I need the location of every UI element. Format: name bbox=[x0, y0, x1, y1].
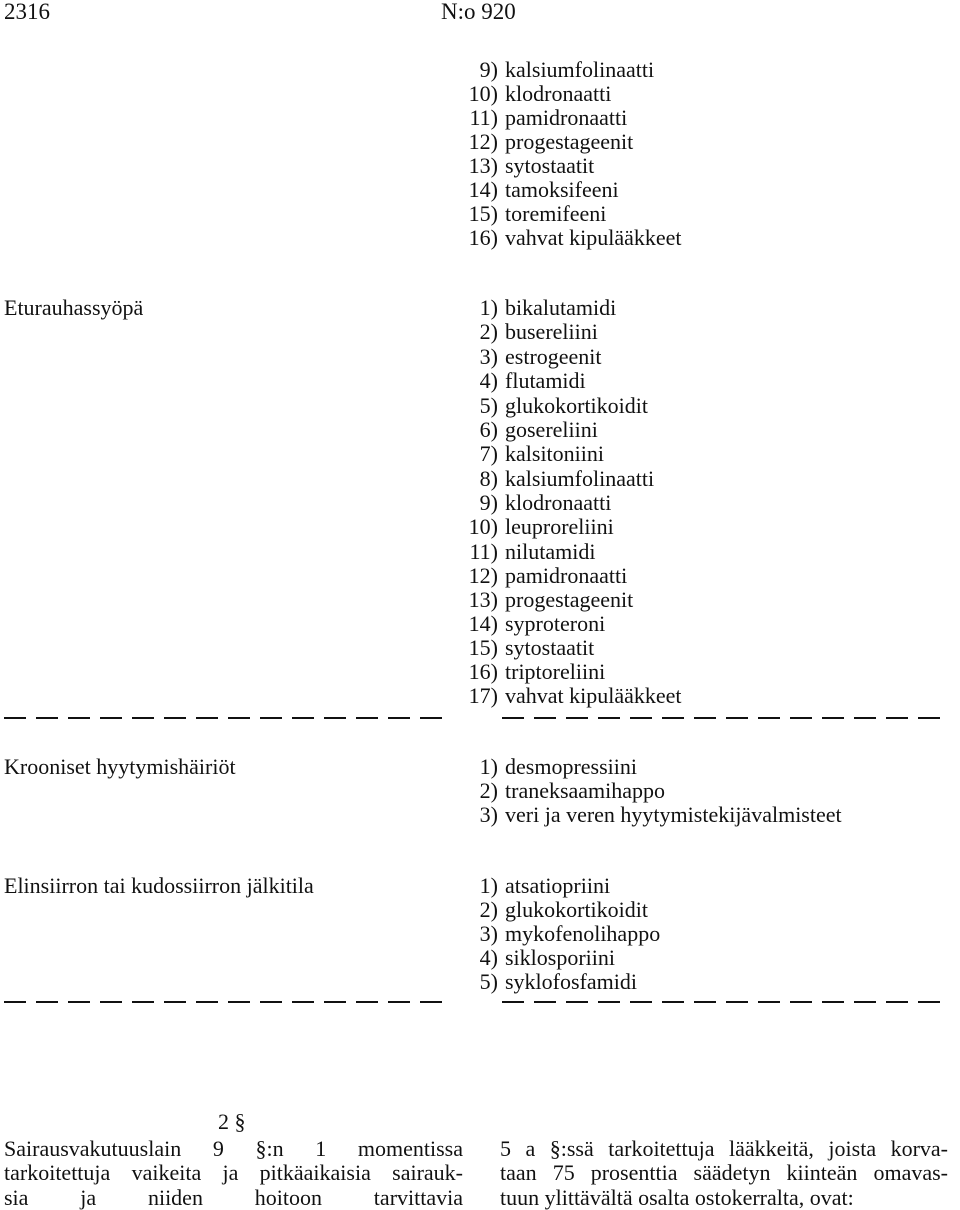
list-item: 15) toremifeeni bbox=[468, 201, 607, 226]
list-item: 6) gosereliini bbox=[479, 417, 598, 442]
paragraph-line: tuun ylittävältä osalta ostokerralta, ovat: bbox=[500, 1184, 854, 1210]
list-item: 13) progestageenit bbox=[468, 587, 634, 612]
list-item: 17) vahvat kipulääkkeet bbox=[468, 683, 682, 708]
list-item: 9) kalsiumfolinaatti bbox=[479, 57, 655, 82]
list-item: 8) kalsiumfolinaatti bbox=[479, 466, 655, 491]
list-item: 3) veri ja veren hyytymistekijävalmisteet bbox=[479, 802, 842, 827]
list-item: 3) mykofenolihappo bbox=[479, 921, 661, 946]
disease-label: Eturauhassyöpä bbox=[4, 295, 144, 320]
paragraph-line: taan 75 prosenttia säädetyn kiinteän omavas- bbox=[500, 1160, 948, 1186]
list-item: 12) progestageenit bbox=[468, 129, 634, 154]
disease-label: Elinsiirron tai kudossiirron jälkitila bbox=[4, 873, 314, 898]
list-item: 1) atsatiopriini bbox=[479, 873, 611, 898]
dashed-separator-right bbox=[502, 717, 942, 719]
list-item: 13) sytostaatit bbox=[468, 153, 595, 178]
list-item: 5) syklofosfamidi bbox=[479, 969, 637, 994]
list-item: 10) klodronaatti bbox=[468, 81, 612, 106]
disease-label: Krooniset hyytymishäiriöt bbox=[4, 754, 236, 779]
list-item: 9) klodronaatti bbox=[479, 490, 612, 515]
dashed-separator-left bbox=[4, 717, 444, 719]
list-item: 2) glukokortikoidit bbox=[479, 897, 648, 922]
dashed-separator-right bbox=[502, 1001, 942, 1003]
list-item: 3) estrogeenit bbox=[479, 344, 602, 369]
paragraph-line: tarkoitettuja vaikeita ja pitkäaikaisia sairauk- bbox=[4, 1160, 463, 1186]
list-item: 1) desmopressiini bbox=[479, 754, 637, 779]
list-item: 7) kalsitoniini bbox=[479, 441, 604, 466]
list-item: 16) triptoreliini bbox=[468, 659, 606, 684]
paragraph-line: sia ja niiden hoitoon tarvittavia bbox=[4, 1184, 463, 1210]
paragraph-line: 5 a §:ssä tarkoitettuja lääkkeitä, joista korva- bbox=[500, 1136, 948, 1161]
list-item: 15) sytostaatit bbox=[468, 635, 595, 660]
list-item: 11) nilutamidi bbox=[469, 539, 596, 564]
list-item: 10) leuproreliini bbox=[468, 514, 614, 539]
section-heading: 2 § bbox=[218, 1109, 246, 1134]
list-item: 2) traneksaamihappo bbox=[479, 778, 666, 803]
paragraph-line: Sairausvakutuuslain 9 §:n 1 momentissa bbox=[4, 1136, 463, 1161]
list-item: 11) pamidronaatti bbox=[469, 105, 628, 130]
list-item: 1) bikalutamidi bbox=[479, 295, 617, 320]
document-number: N:o 920 bbox=[441, 0, 516, 24]
page-number: 2316 bbox=[4, 0, 50, 24]
list-item: 14) syproteroni bbox=[468, 611, 606, 636]
list-item: 4) flutamidi bbox=[479, 368, 586, 393]
dashed-separator-left bbox=[4, 1001, 444, 1003]
list-item: 14) tamoksifeeni bbox=[468, 177, 619, 202]
list-item: 5) glukokortikoidit bbox=[479, 393, 648, 418]
list-item: 16) vahvat kipulääkkeet bbox=[468, 225, 682, 250]
paragraph-left bbox=[4, 1137, 463, 1210]
list-item: 12) pamidronaatti bbox=[468, 563, 628, 588]
list-item: 2) busereliini bbox=[479, 319, 598, 344]
list-item: 4) siklosporiini bbox=[479, 945, 616, 970]
paragraph-right bbox=[500, 1137, 948, 1210]
